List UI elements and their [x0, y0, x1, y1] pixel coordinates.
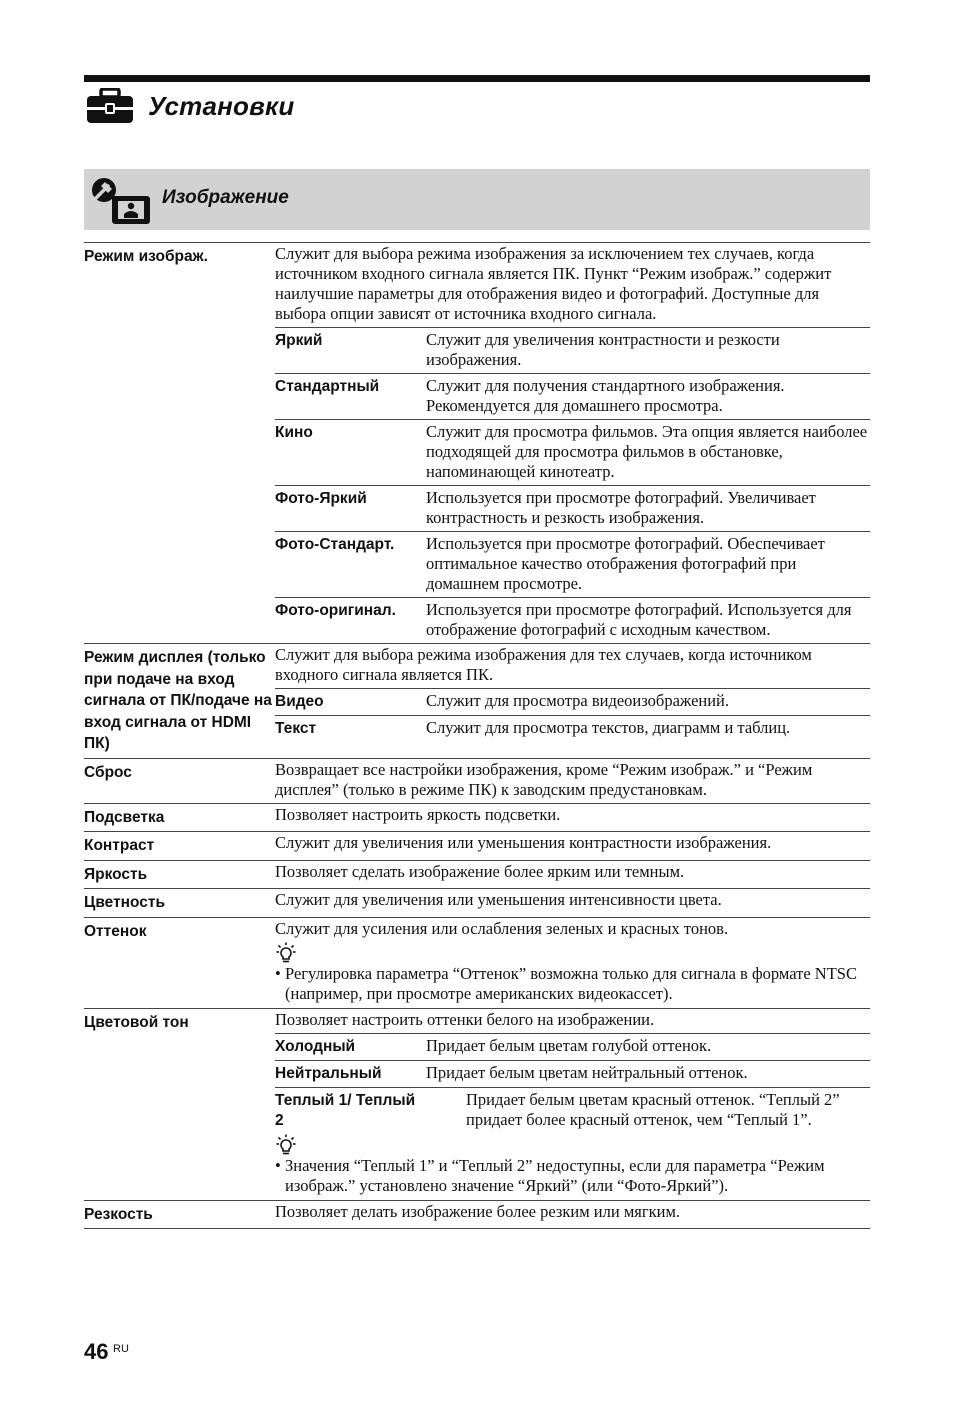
setting-label: Режим изображ. — [84, 248, 208, 265]
setting-row-color-temp — [84, 1008, 870, 1200]
option-name: Фото-Стандарт. — [275, 536, 395, 553]
option-row — [275, 485, 870, 531]
setting-row-sharpness — [84, 1200, 870, 1230]
option-row — [275, 688, 870, 715]
picture-settings-icon — [90, 176, 154, 231]
setting-description: Позволяет настроить яркость подсветки. — [275, 804, 561, 824]
option-description: Служит для увеличения контрастности и резкости изображения. — [426, 330, 780, 369]
page-title: Установки — [148, 90, 295, 121]
setting-description: Позволяет сделать изображение более ярким или темным. — [275, 861, 685, 881]
option-description: Придает белым цветам красный оттенок. “Теплый 2” придает более красный оттенок, чем “Теплый 1”. — [466, 1089, 840, 1129]
option-description: Служит для просмотра текстов, диаграмм и таблиц. — [426, 718, 791, 737]
option-name: Стандартный — [275, 378, 380, 395]
section-title: Изображение — [162, 187, 289, 208]
note-text: Значения “Теплый 1” и “Теплый 2” недоступны, если для параметра “Режим изображ.” установлено значение “Яркий” (или “Фото-Яркий”). — [285, 1155, 825, 1195]
option-row — [275, 1060, 870, 1087]
option-name: Теплый 1/ Теплый 2 — [275, 1091, 416, 1129]
note-bullet: • — [275, 1155, 281, 1175]
option-description: Придает белым цветам голубой оттенок. — [426, 1035, 712, 1055]
setting-label: Резкость — [84, 1205, 153, 1223]
option-name: Нейтральный — [275, 1064, 382, 1082]
setting-label: Цветность — [84, 894, 166, 911]
option-row — [275, 419, 870, 485]
option-name: Яркий — [275, 332, 323, 349]
option-row — [275, 715, 870, 742]
setting-row-brightness — [84, 860, 870, 889]
option-name: Фото-Яркий — [275, 490, 367, 507]
toolbox-icon — [86, 88, 134, 124]
option-description: Придает белым цветам нейтральный оттенок. — [426, 1062, 748, 1082]
hint-note — [275, 1156, 870, 1200]
setting-label: Режим дисплея (только при подаче на вход сигнала от ПК/подаче на вход сигнала от HDMI ПК) — [84, 649, 272, 752]
lightbulb-hint-icon — [275, 1134, 870, 1156]
setting-row-contrast — [84, 831, 870, 860]
setting-description: Возвращает все настройки изображения, кроме “Режим изображ.” и “Режим дисплея” (только в режиме ПК) к заводским предустановкам. — [275, 759, 813, 799]
setting-description: Служит для выбора режима изображения для тех случаев, когда источником входного сигнала является ПК. — [275, 645, 812, 684]
page-number: 46 — [84, 1339, 109, 1364]
option-row — [275, 1033, 870, 1060]
option-description: Служит для просмотра видеоизображений. — [426, 691, 730, 710]
setting-row-color — [84, 888, 870, 917]
setting-description: Позволяет настроить оттенки белого на изображении. — [275, 1009, 655, 1029]
setting-row-backlight — [84, 803, 870, 832]
setting-label: Подсветка — [84, 808, 165, 826]
setting-description: Позволяет делать изображение более резким или мягким. — [275, 1201, 681, 1221]
option-description: Служит для просмотра фильмов. Эта опция является наиболее подходящей для просмотра фильмов в обстановке, напоминающей кинотеатр. — [426, 422, 868, 481]
option-description: Используется при просмотре фотографий. Обеспечивает оптимальное качество отображения фотографий при домашнем просмотре. — [426, 534, 825, 593]
option-name: Фото-оригинал. — [275, 602, 396, 619]
setting-description: Служит для увеличения или уменьшения контрастности изображения. — [275, 833, 772, 852]
header-rule — [84, 75, 870, 82]
setting-label: Сброс — [84, 763, 132, 781]
setting-row-picture-mode — [84, 242, 870, 643]
setting-description: Служит для увеличения или уменьшения интенсивности цвета. — [275, 890, 722, 909]
setting-row-hue — [84, 917, 870, 1008]
option-name: Текст — [275, 720, 317, 737]
lightbulb-hint-icon — [275, 942, 870, 964]
setting-label: Оттенок — [84, 922, 147, 940]
option-description: Используется при просмотре фотографий. Увеличивает контрастность и резкость изображения. — [426, 488, 816, 527]
language-code: RU — [113, 1343, 129, 1355]
page-header — [86, 86, 295, 126]
option-name: Холодный — [275, 1037, 356, 1055]
setting-label: Контраст — [84, 837, 155, 854]
setting-description: Служит для выбора режима изображения за исключением тех случаев, когда источником входного сигнала является ПК. Пункт “Режим изображ.” содержит наилучшие параметры для отображения видео и фотографий. Доступные для выбора опции зависят от источника входного сигнала. — [275, 244, 832, 323]
note-text: Регулировка параметра “Оттенок” возможна только для сигнала в формате NTSC (например, при просмотре американских видеокассет). — [285, 963, 857, 1003]
option-row — [275, 531, 870, 597]
setting-row-display-mode — [84, 643, 870, 758]
option-row — [275, 327, 870, 373]
option-name: Видео — [275, 693, 324, 710]
option-row — [275, 1087, 870, 1134]
settings-table — [84, 242, 870, 1229]
option-row — [275, 597, 870, 643]
setting-description: Служит для усиления или ослабления зеленых и красных тонов. — [275, 918, 729, 938]
note-bullet: • — [275, 963, 281, 983]
option-row — [275, 373, 870, 419]
setting-label: Яркость — [84, 865, 148, 883]
setting-row-reset — [84, 758, 870, 803]
setting-label: Цветовой тон — [84, 1013, 189, 1031]
option-description: Используется при просмотре фотографий. Используется для отображение фотографий с исходным качеством. — [426, 600, 852, 639]
section-header — [84, 169, 870, 230]
option-name: Кино — [275, 424, 313, 441]
hint-note — [275, 964, 870, 1008]
option-description: Служит для получения стандартного изображения. Рекомендуется для домашнего просмотра. — [426, 376, 785, 415]
